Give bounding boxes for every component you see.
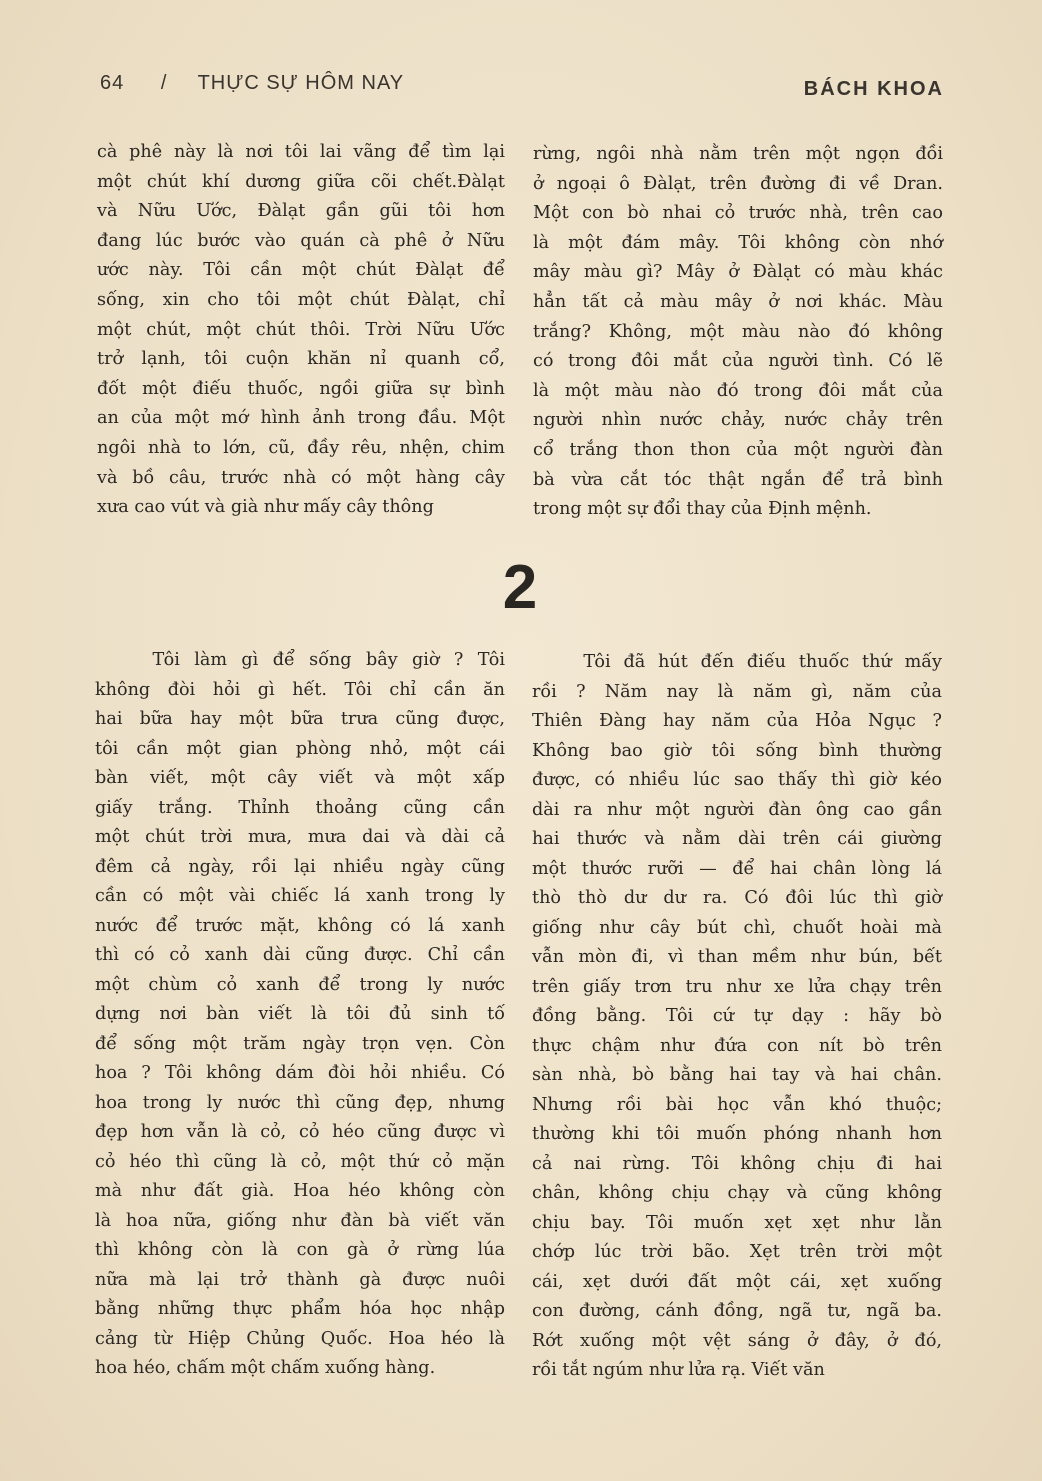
text-line: cái, xẹt dưới đất một cái, xẹt xuống xyxy=(532,1271,942,1292)
text-line: an của một mớ hình ảnh trong đầu. Một xyxy=(97,408,505,429)
text-line: hoa héo, chấm một chấm xuống hàng. xyxy=(95,1358,436,1378)
text-line: đang lúc bước vào quán cà phê ở Nữu xyxy=(97,230,505,251)
text-line: hai bữa hay một bữa trưa cũng được, xyxy=(95,709,505,729)
text-line: là hoa nữa, giống như đàn bà viết văn xyxy=(95,1210,505,1231)
text-line: hoa ? Tôi không dám đòi hỏi nhiều. Có xyxy=(95,1063,505,1083)
text-line: là một đám mây. Tôi không còn nhớ xyxy=(533,232,943,253)
column-top-left xyxy=(97,138,505,523)
text-line: giấy trắng. Thỉnh thoảng cũng cần xyxy=(95,797,505,818)
text-line: chân, không chịu chạy và cũng không xyxy=(532,1183,942,1203)
text-line: Một con bò nhai cỏ trước nhà, trên cao xyxy=(533,203,943,224)
column-bottom-left xyxy=(95,646,505,1384)
text-line: xưa cao vút và già như mấy cây thông xyxy=(97,497,434,518)
text-line: cà phê này là nơi tôi lai vãng để tìm lại xyxy=(97,142,505,162)
text-line: nước để trước mặt, không có lá xanh xyxy=(95,915,505,936)
text-line: có trong đôi mắt của người tình. Có lẽ xyxy=(533,351,943,372)
text-line: Thiên Đàng hay năm của Hỏa Ngục ? xyxy=(532,711,942,731)
text-line: dựng nơi bàn viết là tôi đủ sinh tố xyxy=(95,1004,505,1024)
text-line: mà như đất già. Hoa héo không còn xyxy=(95,1181,505,1201)
text-line: trở lạnh, tôi cuộn khăn nỉ quanh cổ, xyxy=(97,349,505,370)
text-line: là một màu nào đó trong đôi mắt của xyxy=(533,380,943,401)
text-line: Không bao giờ tôi sống bình thường xyxy=(532,740,942,761)
text-line: cổ trắng thon thon của một người đàn xyxy=(533,439,943,460)
text-line: bằng những thực phẩm hóa học nhập xyxy=(95,1299,505,1319)
text-line: thực chậm như đứa con nít bò trên xyxy=(532,1035,942,1056)
text-line: Tôi làm gì để sống bây giờ ? Tôi xyxy=(95,650,505,670)
text-line: nữa mà lại trở thành gà được nuôi xyxy=(95,1269,505,1290)
column-top-right xyxy=(533,140,943,525)
text-line: thường khi tôi muốn phóng nhanh hơn xyxy=(532,1124,942,1144)
text-line: đêm cả ngày, rồi lại nhiều ngày cũng xyxy=(95,856,505,877)
text-line: đồng bằng. Tôi cứ tự dạy : hãy bò xyxy=(532,1006,942,1026)
text-line: và bồ câu, trước nhà có một hàng cây xyxy=(97,467,505,488)
section-title: THỰC SỰ HÔM NAY xyxy=(197,72,405,94)
text-line: thì không còn là con gà ở rừng lúa xyxy=(95,1240,505,1260)
text-line: vẫn mòn đi, vì than mềm như bún, bết xyxy=(532,947,942,967)
text-line: Rớt xuống một vệt sáng ở đây, ở đó, xyxy=(532,1330,942,1351)
text-line: bàn viết, một cây viết và một xấp xyxy=(95,768,505,788)
text-line: ước này. Tôi cần một chút Đàlạt để xyxy=(97,260,505,281)
text-line: trong một sự đổi thay của Định mệnh. xyxy=(533,499,872,520)
text-line: một chùm cỏ xanh để trong ly nước xyxy=(95,974,505,995)
text-line: chớp lúc trời bão. Xẹt trên trời một xyxy=(532,1242,942,1262)
text-line: ở ngoại ô Đàlạt, trên đường đi về Dran. xyxy=(533,173,943,194)
text-line: đẹp hơn vẫn là cỏ, cỏ héo cũng được vì xyxy=(95,1122,505,1142)
text-line: Tôi đã hút đến điếu thuốc thứ mấy xyxy=(532,652,942,672)
page-number: 64 xyxy=(100,72,125,94)
text-line: cỏ héo thì cũng là cỏ, một thứ cỏ mặn xyxy=(95,1151,505,1172)
text-line: hoa trong ly nước thì cũng đẹp, nhưng xyxy=(95,1092,505,1113)
text-line: thò thò dư dư ra. Có đôi lúc thì giờ xyxy=(532,888,942,908)
text-line: một chút, một chút thôi. Trời Nữu Ước xyxy=(97,319,505,340)
magazine-title: BÁCH KHOA xyxy=(803,78,944,100)
text-line: hẳn tất cả màu mây ở nơi khác. Màu xyxy=(533,291,943,312)
text-line: được, có nhiều lúc sao thấy thì giờ kéo xyxy=(532,770,942,790)
header-separator: / xyxy=(160,72,168,94)
text-line: dài ra như một người đàn ông cao gần xyxy=(532,799,942,820)
text-line: một chút trời mưa, mưa dai và dài cả xyxy=(95,827,505,847)
text-line: không đòi hỏi gì hết. Tôi chỉ cần ăn xyxy=(95,679,505,700)
text-line: rồi tắt ngúm như lửa rạ. Viết văn xyxy=(532,1360,825,1380)
text-line: chịu bay. Tôi muốn xẹt xẹt như lằn xyxy=(532,1212,942,1233)
text-line: trắng? Không, một màu nào đó không xyxy=(533,321,943,342)
text-line: trên giấy trơn tru như xe lửa chạy trên xyxy=(532,976,942,997)
page-header xyxy=(100,72,944,106)
text-line: người nhìn nước chảy, nước chảy trên xyxy=(533,410,943,431)
text-line: và Nữu Ước, Đàlạt gần gũi tôi hơn xyxy=(97,201,505,222)
text-line: để sống một trăm ngày trọn vẹn. Còn xyxy=(95,1033,505,1054)
text-line: cảng từ Hiệp Chủng Quốc. Hoa héo là xyxy=(95,1328,505,1349)
column-bottom-right xyxy=(532,648,942,1386)
text-line: thì có cỏ xanh dài cũng được. Chỉ cần xyxy=(95,945,505,965)
text-line: cần có một vài chiếc lá xanh trong ly xyxy=(95,886,505,906)
section-number: 2 xyxy=(502,553,538,622)
text-line: Nhưng rồi bài học vẫn khó thuộc; xyxy=(532,1094,942,1115)
text-line: bà vừa cắt tóc thật ngắn để trả bình xyxy=(533,469,943,490)
text-line: mây màu gì? Mây ở Đàlạt có màu khác xyxy=(533,262,943,283)
text-line: một thước rưỡi — để hai chân lòng lá xyxy=(532,858,942,879)
header-left xyxy=(100,72,404,95)
text-line: sàn nhà, bò bằng hai tay và hai chân. xyxy=(532,1065,942,1085)
text-line: đốt một điếu thuốc, ngồi giữa sự bình xyxy=(97,378,505,399)
text-line: sống, xin cho tôi một chút Đàlạt, chỉ xyxy=(97,289,505,310)
text-line: hai thước và nằm dài trên cái giường xyxy=(532,829,942,849)
text-line: rồi ? Năm nay là năm gì, năm của xyxy=(532,681,942,702)
text-line: một chút khí dương giữa cõi chết.Đàlạt xyxy=(97,171,505,192)
text-line: tôi cần một gian phòng nhỏ, một cái xyxy=(95,738,505,759)
text-line: ngôi nhà to lớn, cũ, đầy rêu, nhện, chim xyxy=(97,437,505,458)
text-line: giống như cây bút chì, chuốt hoài mà xyxy=(532,917,942,938)
text-line: cả nai rừng. Tôi không chịu đi hai xyxy=(532,1153,942,1174)
text-line: con đường, cánh đồng, ngã tư, ngã ba. xyxy=(532,1301,942,1321)
text-line: rừng, ngôi nhà nằm trên một ngọn đồi xyxy=(533,144,943,164)
